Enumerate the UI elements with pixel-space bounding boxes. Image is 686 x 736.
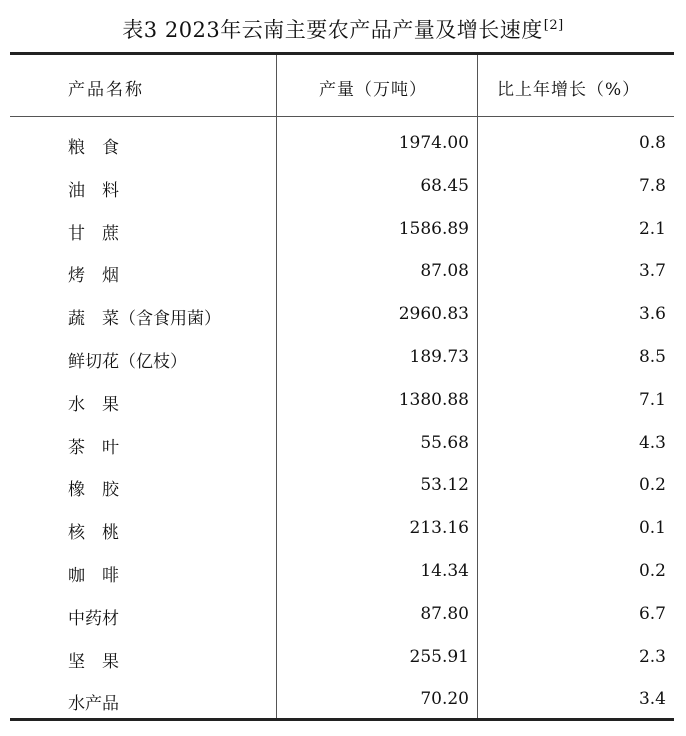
growth-value: 6.7 — [638, 603, 666, 624]
table-title-text: 表3 2023年云南主要农产品产量及增长速度 — [122, 18, 543, 42]
table-row — [10, 123, 674, 166]
table-row — [10, 380, 674, 423]
header-output: 产量（万吨） — [319, 80, 427, 100]
output-value: 87.08 — [420, 261, 469, 282]
growth-value: 3.6 — [638, 304, 666, 325]
growth-value: 8.5 — [638, 346, 666, 367]
growth-value: 3.4 — [638, 689, 666, 710]
table-row — [10, 465, 674, 508]
output-value: 213.16 — [409, 518, 469, 539]
product-name: 水 果 — [68, 394, 119, 415]
table-row — [10, 423, 674, 466]
table-body — [10, 123, 674, 722]
growth-value: 0.2 — [638, 475, 666, 496]
table-header — [10, 55, 674, 117]
product-name: 茶 叶 — [68, 437, 119, 458]
table-row — [10, 209, 674, 252]
table-row — [10, 637, 674, 680]
output-value: 1380.88 — [398, 389, 469, 410]
table-row — [10, 594, 674, 637]
output-value: 1974.00 — [398, 133, 469, 153]
table-row — [10, 551, 674, 594]
output-value: 53.12 — [420, 475, 469, 496]
table-row — [10, 251, 674, 294]
product-name: 鲜切花（亿枝） — [68, 351, 187, 372]
table-row — [10, 679, 674, 722]
header-product-name: 产品名称 — [68, 80, 144, 100]
output-value: 68.45 — [420, 175, 469, 196]
table-row — [10, 294, 674, 337]
growth-value: 0.1 — [638, 518, 666, 539]
output-value: 55.68 — [420, 432, 469, 453]
table-title — [0, 14, 686, 44]
output-value: 70.20 — [420, 689, 469, 710]
output-value: 14.34 — [420, 560, 469, 581]
product-name: 烤 烟 — [68, 266, 119, 287]
product-name: 咖 啡 — [68, 565, 119, 586]
product-name: 粮 食 — [68, 138, 119, 158]
data-table — [10, 52, 674, 721]
product-name: 中药材 — [68, 608, 119, 629]
table-row — [10, 508, 674, 551]
growth-value: 7.8 — [638, 175, 666, 196]
product-name: 核 桃 — [68, 523, 119, 544]
product-name: 油 料 — [68, 180, 119, 201]
product-name: 蔬 菜（含食用菌） — [68, 309, 221, 330]
header-growth: 比上年增长（%） — [497, 80, 641, 100]
growth-value: 2.3 — [638, 646, 666, 667]
product-name: 坚 果 — [68, 651, 119, 672]
output-value: 2960.83 — [398, 304, 469, 325]
table-row — [10, 166, 674, 209]
table-row — [10, 337, 674, 380]
output-value: 189.73 — [409, 346, 469, 367]
output-value: 255.91 — [409, 646, 469, 667]
product-name: 甘 蔗 — [68, 223, 119, 244]
growth-value: 3.7 — [638, 261, 666, 282]
footnote-marker: [2] — [543, 18, 564, 33]
growth-value: 0.2 — [638, 560, 666, 581]
growth-value: 2.1 — [638, 218, 666, 239]
product-name: 水产品 — [68, 694, 119, 715]
growth-value: 0.8 — [638, 133, 666, 153]
growth-value: 7.1 — [638, 389, 666, 410]
output-value: 1586.89 — [398, 218, 469, 239]
product-name: 橡 胶 — [68, 480, 119, 501]
growth-value: 4.3 — [638, 432, 666, 453]
output-value: 87.80 — [420, 603, 469, 624]
